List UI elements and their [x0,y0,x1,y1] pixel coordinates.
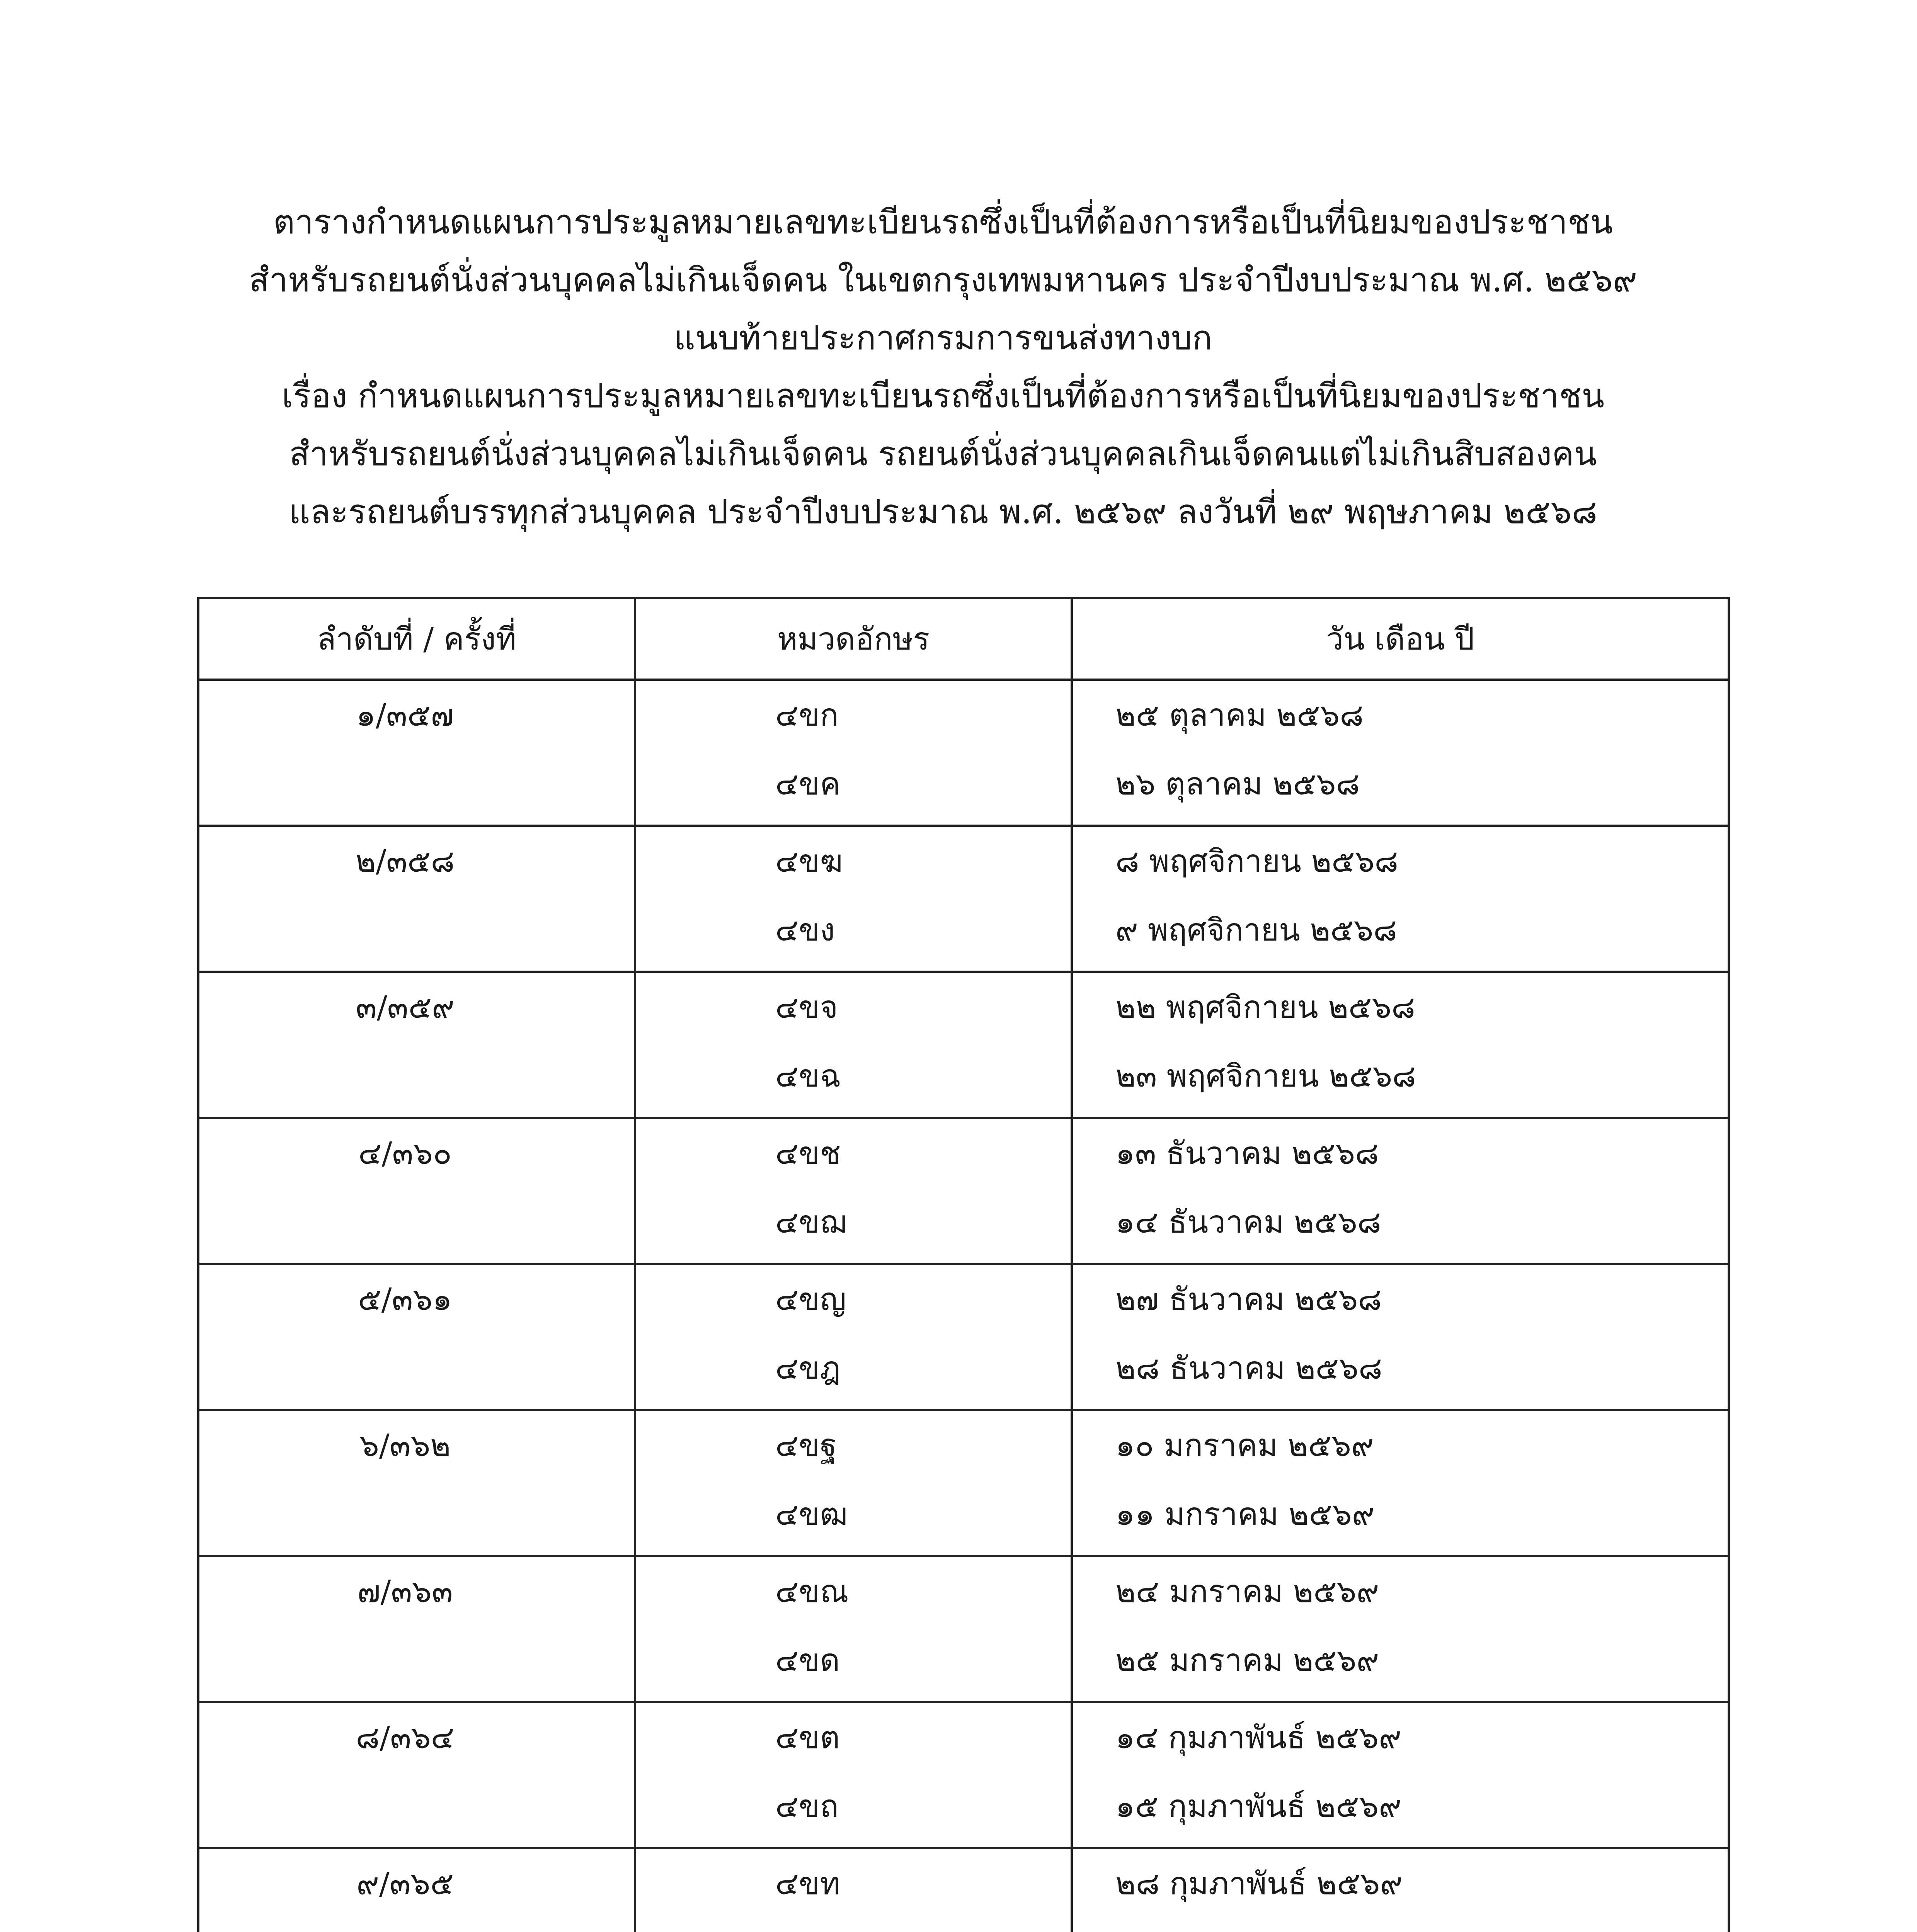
category-cell [635,1702,1072,1848]
date-value: ๒๓ พฤศจิกายน ๒๕๖๘ [1115,1058,1416,1094]
category-value: ๔ขฐ [775,1427,837,1463]
date-cell [1072,1118,1729,1264]
date-cell [1072,680,1729,826]
category-cell [635,1556,1072,1702]
auction-schedule-table-container [197,597,1728,1932]
category-value: ๔ขก [775,697,839,733]
category-cell [635,1410,1072,1556]
date-value: ๙ พฤศจิกายน ๒๕๖๘ [1115,912,1397,948]
date-value: ๒๔ มกราคม ๒๕๖๙ [1115,1573,1379,1609]
sequence-value: ๙/๓๖๕ [356,1866,454,1901]
table-row [198,826,1729,972]
category-value: ๔ขง [775,912,835,948]
sequence-cell [198,1848,635,1932]
table-row [198,680,1729,826]
date-value: ๒๘ กุมภาพันธ์ ๒๕๖๙ [1115,1866,1403,1901]
date-value: ๑๑ มกราคม ๒๕๖๙ [1115,1496,1375,1532]
category-value: ๔ขด [775,1642,840,1678]
table-row [198,1118,1729,1264]
category-value: ๔ขญ [775,1281,846,1317]
sequence-value: ๑/๓๕๗ [356,697,454,733]
category-cell [635,826,1072,972]
date-value: ๒๗ ธันวาคม ๒๕๖๘ [1115,1281,1382,1317]
sequence-cell [198,1410,635,1556]
category-value: ๔ขช [775,1135,841,1171]
date-value: ๒๖ ตุลาคม ๒๕๖๘ [1115,766,1360,802]
category-cell [635,1848,1072,1932]
category-value: ๔ขท [775,1866,840,1901]
sequence-value: ๕/๓๖๑ [358,1281,452,1317]
column-header-date: วัน เดือน ปี [1072,598,1729,680]
date-value: ๑๕ กุมภาพันธ์ ๒๕๖๙ [1115,1788,1401,1824]
date-cell [1072,972,1729,1118]
column-header-sequence: ลำดับที่ / ครั้งที่ [198,598,635,680]
category-value: ๔ขณ [775,1573,849,1609]
category-value: ๔ขฉ [775,1058,841,1094]
sequence-value: ๘/๓๖๔ [356,1719,455,1755]
date-value [1073,1918,1728,1932]
category-value: ๔ขฆ [775,843,843,879]
date-cell [1072,1848,1729,1932]
date-value: ๑๔ กุมภาพันธ์ ๒๕๖๙ [1115,1719,1401,1755]
document-header [216,193,1670,541]
header-title-line-2: สำหรับรถยนต์นั่งส่วนบุคคลไม่เกินเจ็ดคน ในเขตกรุงเทพมหานคร ประจำปีงบประมาณ พ.ศ. ๒๕๖๙ [249,261,1637,299]
category-value: ๔ขฎ [775,1350,841,1386]
header-subject-line-3: และรถยนต์บรรทุกส่วนบุคคล ประจำปีงบประมาณ พ.ศ. ๒๕๖๙ ลงวันที่ ๒๙ พฤษภาคม ๒๕๖๘ [289,493,1597,531]
header-subject-line-2: สำหรับรถยนต์นั่งส่วนบุคคลไม่เกินเจ็ดคน รถยนต์นั่งส่วนบุคคลเกินเจ็ดคนแต่ไม่เกินสิบสองคน [289,435,1597,473]
header-subject-line-1: เรื่อง กำหนดแผนการประมูลหมายเลขทะเบียนรถซึ่งเป็นที่ต้องการหรือเป็นที่นิยมของประชาชน [282,377,1604,415]
date-value: ๒๘ ธันวาคม ๒๕๖๘ [1115,1350,1382,1386]
sequence-value: ๓/๓๕๙ [356,989,455,1025]
table-row [198,972,1729,1118]
table-row [198,1410,1729,1556]
date-value: ๑๐ มกราคม ๒๕๖๙ [1115,1427,1374,1463]
sequence-value: ๗/๓๖๓ [357,1573,453,1609]
header-title-line-1: ตารางกำหนดแผนการประมูลหมายเลขทะเบียนรถซึ่งเป็นที่ต้องการหรือเป็นที่นิยมของประชาชน [273,203,1613,242]
category-value [636,1918,1071,1932]
sequence-value: ๒/๓๕๘ [355,843,455,879]
sequence-cell [198,680,635,826]
sequence-cell [198,1118,635,1264]
date-cell [1072,1556,1729,1702]
date-value: ๒๒ พฤศจิกายน ๒๕๖๘ [1115,989,1415,1025]
date-cell [1072,1702,1729,1848]
date-cell [1072,826,1729,972]
category-cell [635,1264,1072,1410]
date-cell [1072,1264,1729,1410]
date-value: ๑๔ ธันวาคม ๒๕๖๘ [1115,1204,1381,1240]
sequence-value: ๖/๓๖๒ [359,1427,451,1463]
sequence-cell [198,972,635,1118]
header-attachment-line: แนบท้ายประกาศกรมการขนส่งทางบก [674,319,1212,357]
column-header-category: หมวดอักษร [635,598,1072,680]
category-value: ๔ขฒ [775,1496,848,1532]
sequence-cell [198,1556,635,1702]
table-row [198,1264,1729,1410]
auction-schedule-table [197,597,1730,1932]
category-value: ๔ขฌ [775,1204,846,1240]
table-row [198,1702,1729,1848]
sequence-cell [198,826,635,972]
table-row [198,1556,1729,1702]
date-cell [1072,1410,1729,1556]
sequence-cell [198,1702,635,1848]
category-value: ๔ขจ [775,989,838,1025]
category-value: ๔ขถ [775,1788,839,1824]
category-cell [635,972,1072,1118]
date-value: ๒๕ ตุลาคม ๒๕๖๘ [1115,697,1364,733]
category-cell [635,1118,1072,1264]
sequence-cell [198,1264,635,1410]
sequence-value: ๔/๓๖๐ [358,1135,452,1171]
date-value: ๒๕ มกราคม ๒๕๖๙ [1115,1642,1379,1678]
table-header-row [198,598,1729,680]
table-row [198,1848,1729,1932]
date-value: ๑๓ ธันวาคม ๒๕๖๘ [1115,1135,1379,1171]
category-value: ๔ขต [775,1719,840,1755]
category-cell [635,680,1072,826]
category-value: ๔ขค [775,766,841,802]
date-value: ๘ พฤศจิกายน ๒๕๖๘ [1115,843,1399,879]
